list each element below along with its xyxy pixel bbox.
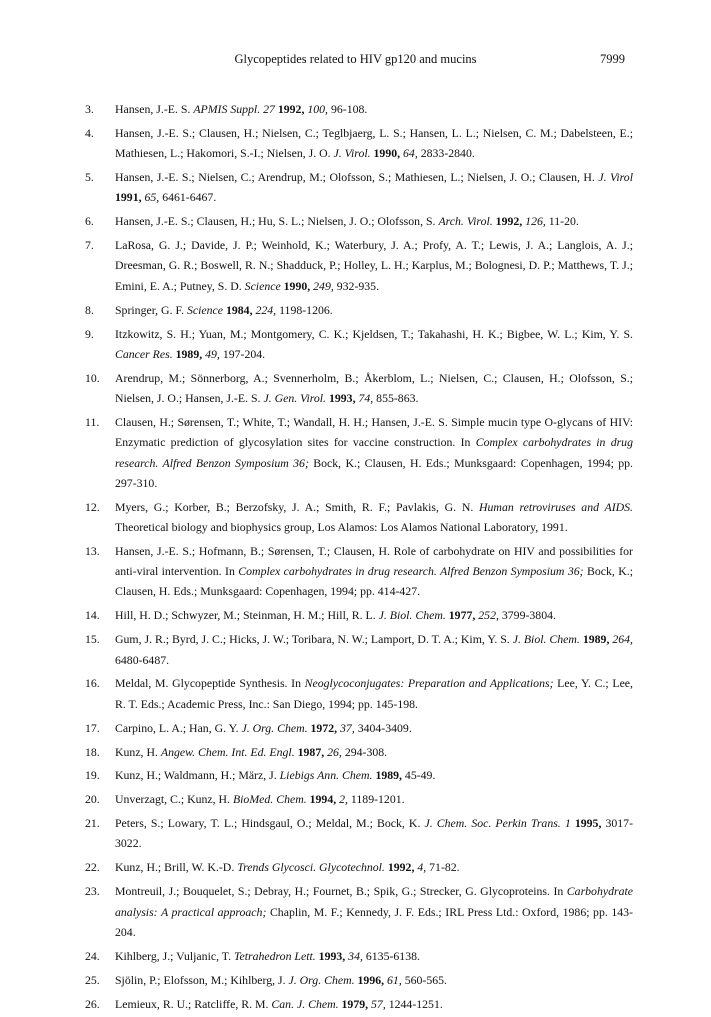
running-title: Glycopeptides related to HIV gp120 and mucins [234, 52, 477, 66]
reference-number: 9. [85, 326, 94, 341]
reference-text-segment: Clausen, H.; Sørensen, T.; White, T.; Wandall, H. H.; Hansen, J.-E. S. Simple mucin type O-glycans of HIV: Enzymatic prediction of glycosylation sites for vaccine construction. In [115, 414, 633, 450]
reference-number: 11. [85, 414, 100, 429]
reference-item [85, 970, 633, 990]
reference-italic-segment: 61, [387, 972, 402, 987]
reference-italic-segment: 264, [612, 632, 633, 647]
reference-text [115, 973, 447, 987]
reference-item [85, 994, 633, 1014]
reference-text [115, 500, 633, 534]
reference-text [115, 721, 412, 735]
reference-text [115, 415, 633, 490]
reference-number: 24. [85, 948, 100, 963]
reference-bold-segment: 1990, [373, 146, 401, 161]
reference-item [85, 765, 633, 785]
reference-italic-segment: Complex carbohydrates in drug research. Alfred Benzon Symposium 36; [115, 435, 633, 470]
reference-text-segment: Hansen, J.-E. S. [115, 102, 194, 116]
reference-text-segment: Chaplin, M. F.; Kennedy, J. F. Eds.; IRL Press Ltd.: Oxford, 1986; pp. 143-204. [115, 904, 633, 939]
reference-bold-segment: 1989, [175, 346, 203, 361]
reference-italic-segment: Trends Glycosci. Glycotechnol. [237, 860, 385, 875]
reference-item [85, 605, 633, 625]
reference-item [85, 368, 633, 409]
reference-text-segment: 3017-3022. [115, 816, 633, 851]
reference-italic-segment: 37, [340, 720, 355, 735]
reference-text-segment: Carpino, L. A.; Han, G. Y. [115, 720, 242, 735]
reference-text-segment: Hansen, J.-E. S.; Hofmann, B.; Sørensen, T.; Clausen, H. Role of carbohydrate on HIV and possibilities for anti-viral intervention. In [115, 543, 633, 579]
reference-bold-segment: 1992, [387, 860, 415, 875]
reference-text-segment: 45-49. [401, 768, 436, 783]
reference-item [85, 300, 633, 320]
reference-number: 12. [85, 499, 100, 514]
reference-text-segment: 6461-6467. [159, 190, 217, 205]
reference-item [85, 99, 633, 119]
reference-text-segment: Hansen, J.-E. S.; Clausen, H.; Hu, S. L.; Nielsen, J. O.; Olofsson, S. [115, 214, 439, 229]
reference-italic-segment: 74, [358, 391, 374, 406]
reference-text [115, 997, 443, 1011]
reference-italic-segment: 26, [327, 744, 342, 759]
reference-italic-segment: J. Virol. [333, 146, 371, 161]
reference-number: 18. [85, 744, 100, 759]
reference-number: 19. [85, 768, 100, 783]
reference-italic-segment: BioMed. Chem. [232, 792, 307, 807]
reference-italic-segment: APMIS Suppl. 27 [193, 102, 275, 116]
reference-italic-segment: J. Org. Chem. [241, 720, 308, 735]
reference-text-segment: 855-863. [373, 391, 419, 406]
reference-text-segment: 197-204. [219, 346, 266, 361]
reference-item [85, 324, 633, 365]
reference-text [115, 238, 633, 293]
reference-text [115, 544, 633, 599]
reference-text-segment: Theoretical biology and biophysics group, Los Alamos: Los Alamos National Laboratory, 1991. [115, 519, 568, 534]
reference-text [115, 676, 633, 710]
reference-text [115, 949, 420, 963]
reference-text-segment: Kunz, H.; Brill, W. K.-D. [115, 860, 238, 875]
reference-text-segment: 932-935. [333, 278, 380, 293]
reference-number: 25. [85, 972, 100, 987]
reference-text [115, 170, 633, 204]
reference-text-segment: Itzkowitz, S. H.; Yuan, M.; Montgomery, C. K.; Kjeldsen, T.; Takahashi, H. K.; Bigbee, W. L.; Kim, Y. S. [115, 326, 633, 341]
reference-italic-segment: Human retroviruses and AIDS. [479, 499, 633, 514]
reference-number: 10. [85, 370, 100, 385]
reference-text-segment: 6135-6138. [362, 948, 420, 963]
reference-italic-segment: Science [244, 278, 281, 293]
reference-item [85, 123, 633, 164]
reference-text-segment: Kunz, H.; Waldmann, H.; März, J. [115, 768, 280, 783]
reference-item [85, 789, 633, 809]
reference-italic-segment: J. Biol. Chem. [512, 632, 580, 647]
reference-number: 4. [85, 125, 94, 140]
reference-bold-segment: 1987, [297, 744, 325, 759]
reference-bold-segment: 1992, [495, 214, 523, 229]
reference-text [115, 303, 333, 317]
reference-item [85, 541, 633, 602]
reference-text-segment: Kihlberg, J.; Vuljanic, T. [115, 948, 234, 963]
reference-text [115, 371, 633, 405]
reference-text-segment: 6480-6487. [115, 652, 170, 667]
reference-number: 17. [85, 720, 100, 735]
reference-text-segment: 1244-1251. [385, 996, 443, 1011]
reference-text [115, 632, 633, 666]
reference-italic-segment: 2, [339, 792, 348, 807]
reference-bold-segment: 1984, [225, 302, 253, 317]
reference-item [85, 718, 633, 738]
reference-text-segment: 2833-2840. [417, 146, 475, 161]
reference-text-segment: Arendrup, M.; Sönnerborg, A.; Svennerholm, B.; Åkerblom, L.; Nielsen, C.; Clausen, H.; Olofsson, S.; Nielsen, J. O.; Hansen, J.-E. S. [115, 370, 633, 406]
reference-text-segment: 3404-3409. [354, 720, 412, 735]
reference-text-segment: Hill, H. D.; Schwyzer, M.; Steinman, H. M.; Hill, R. L. [115, 608, 379, 623]
reference-item [85, 742, 633, 762]
reference-text-segment: Sjölin, P.; Elofsson, M.; Kihlberg, J. [115, 972, 289, 987]
reference-bold-segment: 1995, [574, 816, 602, 831]
reference-bold-segment: 1990, [283, 278, 311, 293]
reference-text-segment: Lemieux, R. U.; Ratcliffe, R. M. [115, 996, 272, 1011]
page-number: 7999 [600, 52, 625, 66]
reference-text [115, 102, 367, 116]
reference-text [115, 214, 579, 228]
reference-number: 22. [85, 860, 100, 875]
reference-bold-segment: 1989, [375, 768, 402, 783]
reference-italic-segment: 34, [348, 948, 363, 963]
reference-bold-segment: 1979, [341, 996, 369, 1011]
reference-italic-segment: 126, [525, 214, 546, 229]
reference-text [115, 327, 633, 361]
reference-item [85, 857, 633, 877]
reference-italic-segment: 252, [478, 608, 499, 623]
reference-text-segment: Bock, K.; Clausen, H. Eds.; Munksgaard: Copenhagen, 1994; pp. 297-310. [115, 455, 633, 490]
reference-bold-segment: 1993, [318, 948, 346, 963]
reference-italic-segment: 49, [205, 346, 220, 361]
reference-number: 7. [85, 238, 94, 253]
reference-text [115, 608, 556, 622]
reference-italic-segment: 57, [371, 996, 386, 1011]
reference-number: 23. [85, 884, 100, 899]
reference-italic-segment: 4, [417, 860, 427, 875]
reference-text-segment: 1198-1206. [276, 302, 333, 317]
reference-italic-segment: Angew. Chem. Int. Ed. Engl. [160, 744, 295, 759]
reference-text-segment: 560-565. [401, 972, 447, 987]
reference-item [85, 235, 633, 296]
reference-item [85, 497, 633, 538]
reference-number: 15. [85, 632, 100, 647]
reference-bold-segment: 1993, [328, 391, 356, 406]
reference-item [85, 673, 633, 714]
reference-text-segment: 71-82. [426, 860, 460, 875]
reference-number: 26. [85, 996, 100, 1011]
reference-italic-segment: Science [187, 302, 224, 317]
reference-text-segment: Springer, G. F. [115, 302, 187, 317]
reference-italic-segment: Liebigs Ann. Chem. [279, 768, 373, 783]
reference-text [115, 816, 633, 850]
reference-text-segment: Montreuil, J.; Bouquelet, S.; Debray, H.; Fournet, B.; Spik, G.; Strecker, G. Glycoproteins. In [115, 884, 567, 899]
reference-bold-segment: 1994, [309, 792, 337, 807]
reference-item [85, 881, 633, 942]
reference-text-segment: 3799-3804. [498, 608, 556, 623]
reference-italic-segment: 249, [313, 278, 334, 293]
reference-text-segment: Kunz, H. [115, 744, 161, 759]
reference-italic-segment: J. Biol. Chem. [378, 608, 446, 623]
reference-text [115, 745, 387, 759]
reference-italic-segment: Complex carbohydrates in drug research. Alfred Benzon Symposium 36; [238, 564, 584, 579]
reference-italic-segment: J. Gen. Virol. [263, 391, 327, 406]
reference-bold-segment: 1989, [582, 632, 610, 647]
reference-number: 20. [85, 792, 100, 807]
reference-italic-segment: 100, [307, 102, 329, 116]
reference-text-segment: Bock, K.; Clausen, H. Eds.; Munksgaard: Copenhagen, 1994; pp. 414-427. [115, 564, 633, 599]
reference-item [85, 946, 633, 966]
reference-list [85, 99, 633, 1017]
reference-number: 3. [85, 102, 94, 116]
reference-item [85, 629, 633, 670]
reference-text-segment: 96-108. [328, 102, 368, 116]
reference-italic-segment: 65, [144, 190, 160, 205]
reference-bold-segment: 1992, [277, 102, 305, 116]
reference-number: 21. [85, 816, 100, 831]
reference-text [115, 768, 435, 782]
reference-text-segment: 1189-1201. [347, 792, 405, 807]
reference-text [115, 792, 405, 806]
reference-text-segment: 11-20. [545, 214, 579, 229]
reference-item [85, 167, 633, 208]
reference-italic-segment: J. Org. Chem. [288, 972, 355, 987]
reference-italic-segment: J. Virol [598, 170, 633, 185]
reference-number: 8. [85, 302, 94, 317]
reference-text-segment: Myers, G.; Korber, B.; Berzofsky, J. A.; Smith, R. F.; Pavlakis, G. N. [115, 499, 480, 514]
reference-italic-segment: 224, [255, 302, 277, 317]
reference-text-segment: Hansen, J.-E. S.; Clausen, H.; Nielsen, C.; Teglbjaerg, L. S.; Hansen, L. L.; Nielsen, C. M.; Dabelsteen, E.; Mathiesen, L.; Hakomori, S.-I.; Nielsen, J. O. [115, 125, 633, 161]
reference-number: 5. [85, 170, 94, 185]
reference-text-segment: Peters, S.; Lowary, T. L.; Hindsgaul, O.; Meldal, M.; Bock, K. [115, 816, 425, 831]
reference-bold-segment: 1991, [115, 190, 142, 205]
reference-text [115, 860, 460, 874]
reference-italic-segment: J. Chem. Soc. Perkin Trans. 1 [424, 816, 571, 831]
reference-text-segment: Gum, J. R.; Byrd, J. C.; Hicks, J. W.; Toribara, N. W.; Lamport, D. T. A.; Kim, Y. S. [115, 632, 513, 647]
reference-number: 13. [85, 543, 100, 558]
reference-bold-segment: 1977, [448, 608, 476, 623]
reference-text [115, 884, 633, 939]
reference-text-segment: Lee, Y. C.; Lee, R. T. Eds.; Academic Press, Inc.: San Diego, 1994; pp. 145-198. [115, 676, 633, 711]
reference-number: 14. [85, 608, 100, 623]
reference-number: 6. [85, 214, 94, 229]
reference-item [85, 211, 633, 231]
reference-italic-segment: Carbohydrate analysis: A practical approach; [115, 884, 633, 919]
reference-text-segment: Meldal, M. Glycopeptide Synthesis. In [115, 676, 305, 691]
reference-text-segment: Unverzagt, C.; Kunz, H. [115, 792, 233, 807]
page-header [0, 52, 711, 72]
reference-bold-segment: 1972, [310, 720, 338, 735]
reference-item [85, 813, 633, 854]
reference-number: 16. [85, 676, 100, 691]
reference-item [85, 412, 633, 493]
reference-italic-segment: Cancer Res. [115, 346, 173, 361]
reference-text-segment: LaRosa, G. J.; Davide, J. P.; Weinhold, K.; Waterbury, J. A.; Profy, A. T.; Lewis, J. A.; Langlois, A. J.; Dreesman, G. R.; Boswell, R. N.; Shadduck, P.; Holley, L. H.; Karplus, M.; Bolognesi, D. P.; Matthews, T. J.; Emini, E. A.; Putney, S. D. [115, 238, 633, 293]
reference-text-segment: Hansen, J.-E. S.; Nielsen, C.; Arendrup, M.; Olofsson, S.; Mathiesen, L.; Nielsen, J. O.; Clausen, H. [115, 170, 599, 185]
reference-italic-segment: Can. J. Chem. [271, 996, 339, 1011]
reference-italic-segment: 64, [403, 146, 418, 161]
reference-italic-segment: Arch. Virol. [438, 214, 493, 229]
reference-bold-segment: 1996, [357, 972, 385, 987]
reference-italic-segment: Tetrahedron Lett. [234, 948, 316, 963]
reference-text [115, 126, 633, 160]
reference-text-segment: 294-308. [341, 744, 388, 759]
reference-italic-segment: Neoglycoconjugates: Preparation and Applications; [304, 676, 554, 691]
